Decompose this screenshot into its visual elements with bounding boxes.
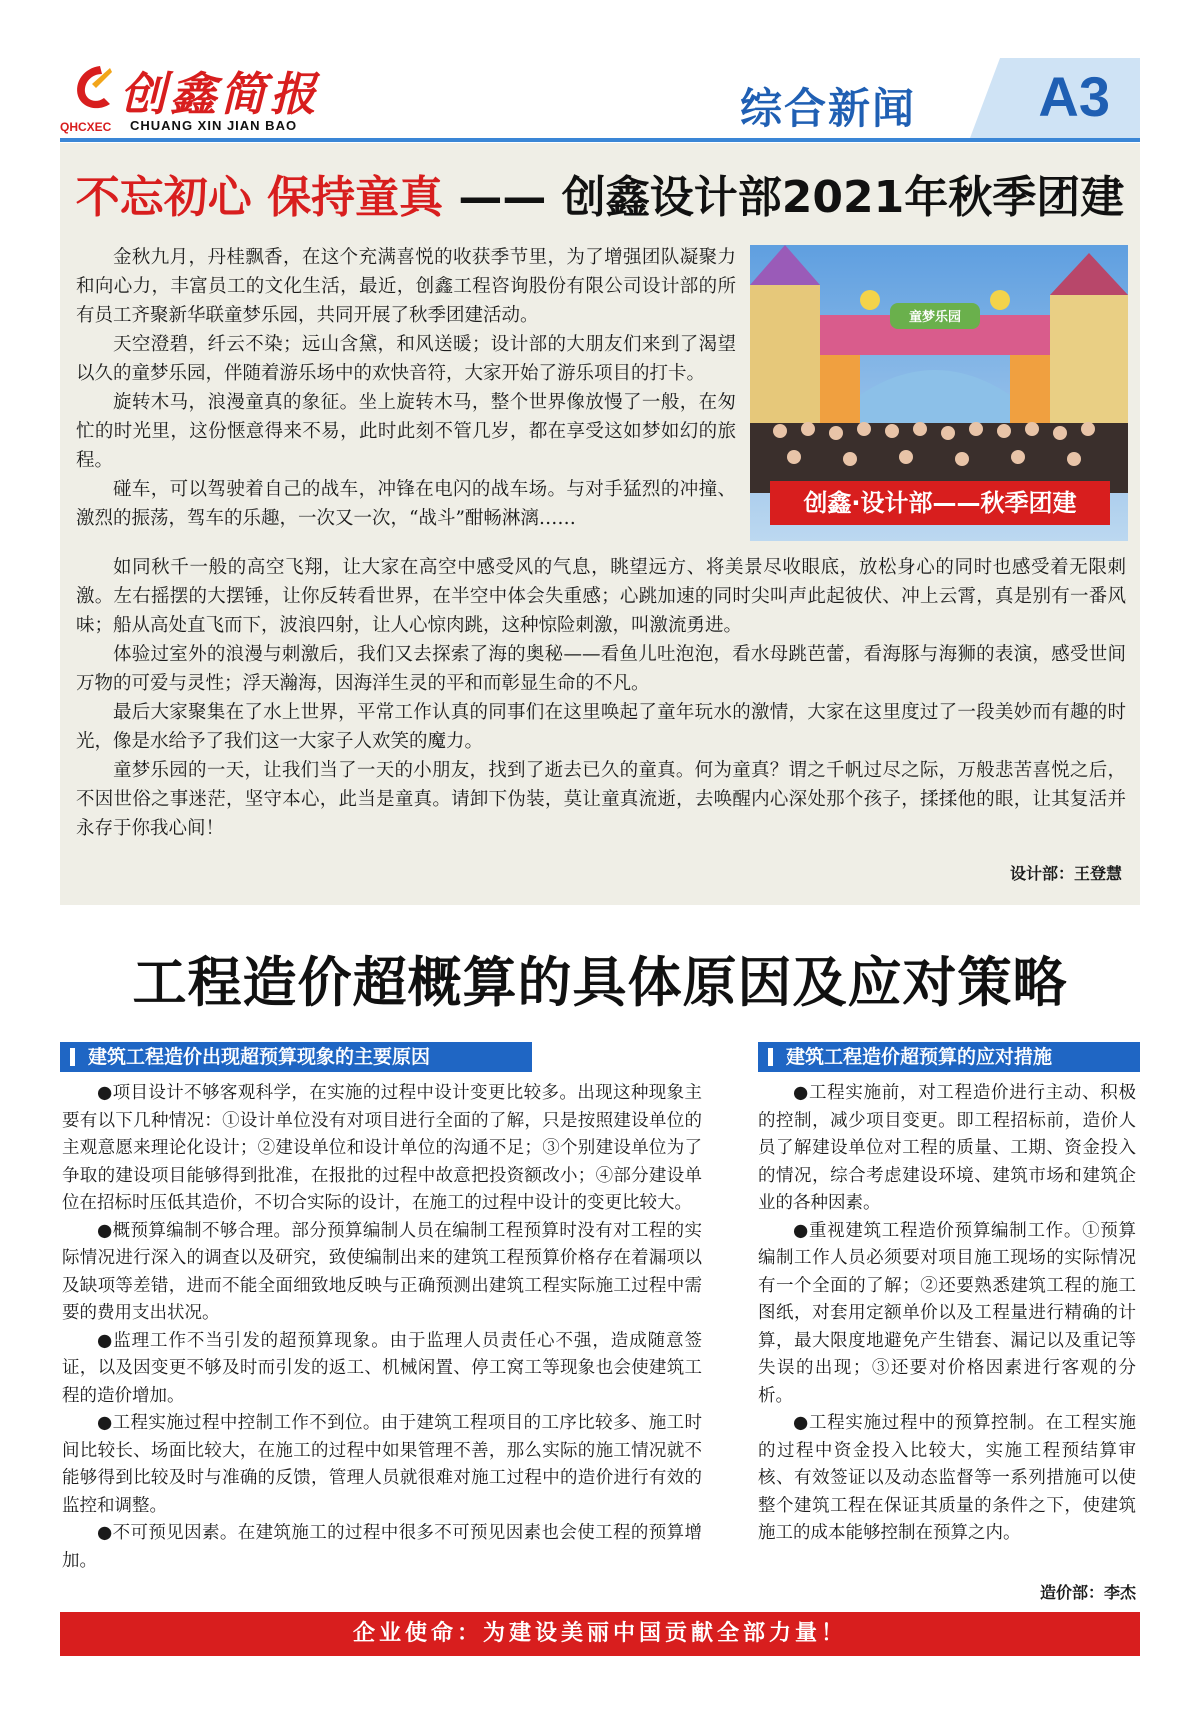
mission-statement: 企业使命：为建设美丽中国贡献全部力量！ [352,1621,847,1646]
title-dash: —— [458,172,547,223]
paragraph: ●工程实施过程中控制工作不到位。由于建筑工程项目的工序比较多、施工时间比较长、场面比较大，在施工的过程中如果管理不善，那么实际的施工情况就不能够得到比较及时与准确的反馈，管理人员就很难对施工过程中的造价进行有效的监控和调整。 [62,1413,702,1516]
paragraph: ●工程实施过程中的预算控制。在工程实施的过程中资金投入比较大，实施工程预结算审核、有效签证以及动态监督等一系列措施可以使整个建筑工程在保证其质量的条件之下，使建筑施工的成本能够控制在预算之内。 [758,1413,1136,1543]
title-red-part: 不忘初心 保持童真 [75,172,444,223]
article-author: 造价部：李杰 [1039,1583,1136,1602]
paragraph: 旋转木马，浪漫童真的象征。坐上旋转木马，整个世界像放慢了一般，在匆忙的时光里，这份惬意得来不易，此时此刻不管几岁，都在享受这如梦如幻的旅程。 [76,392,736,471]
article-body [76,553,1126,843]
article-team-building [60,143,1140,905]
paragraph: 如同秋千一般的高空飞翔，让大家在高空中感受风的气息，眺望远方、将美景尽收眼底，放松身心的同时也感受着无限刺激。左右摇摆的大摆锤，让你反转看世界，在半空中体会失重感；心跳加速的同时尖叫声此起彼伏、冲上云霄，真是别有一番风味；船从高处直飞而下，波浪四射，让人心惊肉跳，这种惊险刺激，叫激流勇进。 [76,557,1126,636]
paragraph: ●概预算编制不够合理。部分预算编制人员在编制工程预算时没有对工程的实际情况进行深入的调查以及研究，致使编制出来的建筑工程预算价格存在着漏项以及缺项等差错，进而不能全面细致地反映与正确预测出建筑工程实际施工过程中需要的费用支出状况。 [62,1220,702,1323]
photo-banner-text: 创鑫·设计部——秋季团建 [803,489,1077,517]
logo-abbreviation: QHCXEC [60,120,112,134]
logo-icon [70,62,118,114]
paragraph: ●项目设计不够客观科学，在实施的过程中设计变更比较多。出现这种现象主要有以下几种情况：①设计单位没有对项目进行全面的了解，只是按照建设单位的主观意愿来理论化设计；②建设单位和设计单位的沟通不足；③个别建设单位为了争取的建设项目能够得到批准，在报批的过程中故意把投资额改小；④部分建设单位在招标时压低其造价，不切合实际的设计，在施工的过程中设计的变更比较大。 [62,1083,702,1213]
article-title [60,161,1140,225]
paragraph: 最后大家聚集在了水上世界，平常工作认真的同事们在这里唤起了童年玩水的激情，大家在这里度过了一段美妙而有趣的时光，像是水给予了我们这一大家子人欢笑的魔力。 [76,702,1126,752]
paragraph: 童梦乐园的一天，让我们当了一天的小朋友，找到了逝去已久的童真。何为童真？谓之千帆过尽之际，万般悲苦喜悦之后，不因世俗之事迷茫，坚守本心，此当是童真。请卸下伪装，莫让童真流逝，去唤醒内心深处那个孩子，揉揉他的眼，让其复活并永存于你我心间！ [76,760,1126,839]
team-photo [750,245,1128,541]
park-sign: 童梦乐园 [908,310,962,325]
paragraph: 天空澄碧，纤云不染；远山含黛，和风送暖；设计部的大朋友们来到了渴望以久的童梦乐园，伴随着游乐场中的欢快音符，大家开始了游乐项目的打卡。 [76,334,736,384]
paragraph: 金秋九月，丹桂飘香，在这个充满喜悦的收获季节里，为了增强团队凝聚力和向心力，丰富员工的文化生活，最近，创鑫工程咨询股份有限公司设计部的所有员工齐聚新华联童梦乐园，共同开展了秋季团建活动。 [76,247,736,326]
paragraph: ●重视建筑工程造价预算编制工作。①预算编制工作人员必须要对项目施工现场的实际情况有一个全面的了解；②还要熟悉建筑工程的施工图纸，对套用定额单价以及工程量进行精确的计算，最大限度地避免产生错套、漏记以及重记等失误的出现；③还要对价格因素进行客观的分析。 [758,1220,1136,1406]
logo-pinyin: CHUANG XIN JIAN BAO [130,118,298,133]
logo-text: 创鑫简报 [120,67,320,121]
article-intro-column [76,243,736,533]
causes-column [62,1080,702,1575]
masthead [60,58,1140,143]
paragraph: ●不可预见因素。在建筑施工的过程中很多不可预见因素也会使工程的预算增加。 [62,1523,702,1571]
section-title: 综合新闻 [740,84,917,133]
paragraph: 体验过室外的浪漫与刺激后，我们又去探索了海的奥秘——看鱼儿吐泡泡，看水母跳芭蕾，看海豚与海狮的表演，感受世间万物的可爱与灵性；浮天瀚海，因海洋生灵的平和而彰显生命的不凡。 [76,644,1126,694]
section-heading-causes: 建筑工程造价出现超预算现象的主要原因 [60,1042,532,1072]
page-number: A3 [1038,65,1110,128]
measures-column [758,1080,1136,1548]
paragraph: 碰车，可以驾驶着自己的战车，冲锋在电闪的战车场。与对手猛烈的冲撞、激烈的振荡，驾车的乐趣，一次又一次，“战斗”酣畅淋漓…… [76,479,736,529]
title-black-part: 创鑫设计部2021年秋季团建 [561,172,1125,223]
masthead-rule [60,138,1140,142]
footer-banner [60,1612,1140,1656]
paragraph: ●工程实施前，对工程造价进行主动、积极的控制，减少项目变更。即工程招标前，造价人员了解建设单位对工程的质量、工期、资金投入的情况，综合考虑建设环境、建筑市场和建筑企业的各种因素。 [758,1083,1136,1213]
section-heading-measures: 建筑工程造价超预算的应对措施 [758,1042,1140,1072]
article-cost-title: 工程造价超概算的具体原因及应对策略 [132,950,1068,1014]
article-author: 设计部：王登慧 [1009,864,1122,883]
paragraph: ●监理工作不当引发的超预算现象。由于监理人员责任心不强，造成随意签证，以及因变更不够及时而引发的返工、机械闲置、停工窝工等现象也会使建筑工程的造价增加。 [62,1330,702,1406]
